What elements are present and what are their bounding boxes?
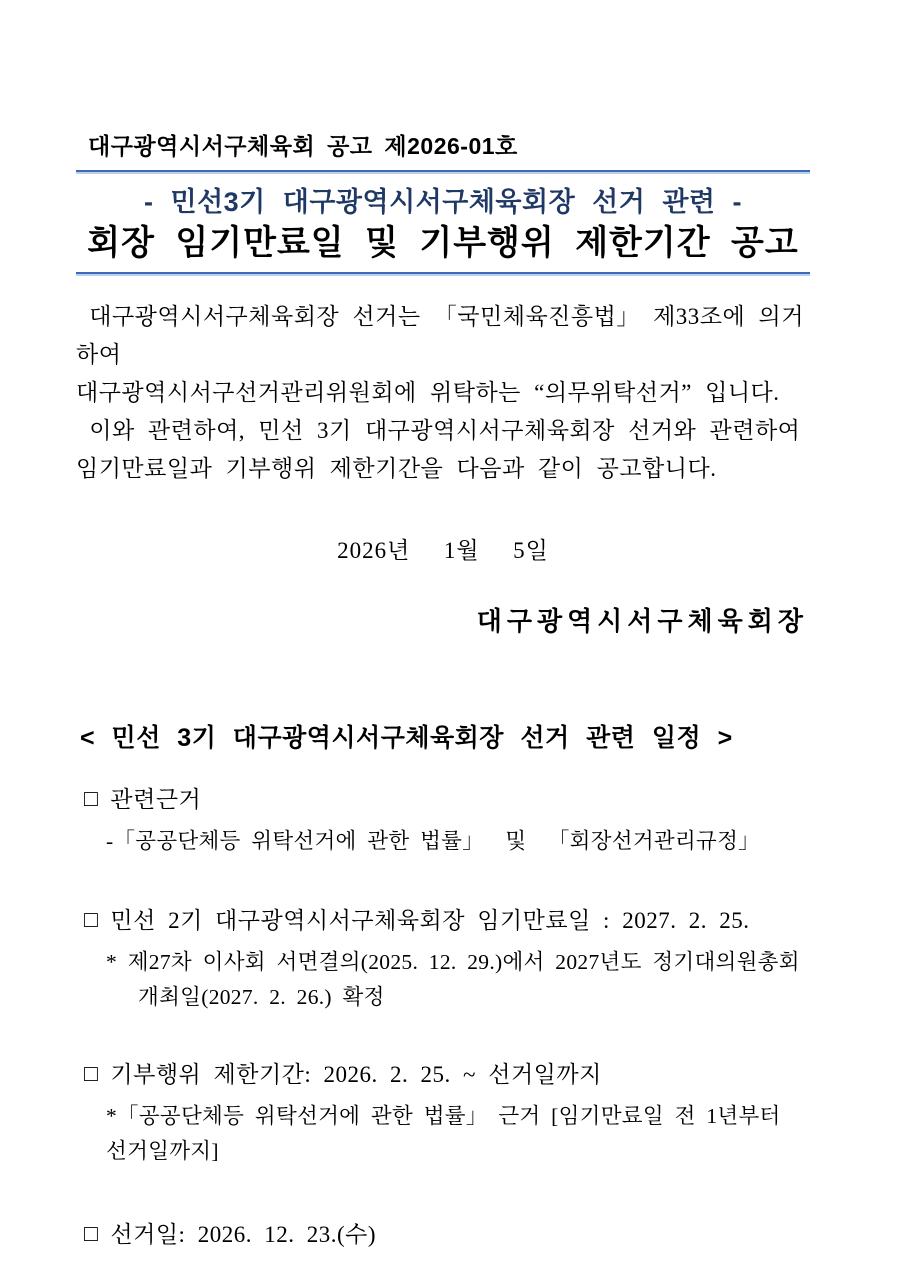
schedule-item bbox=[76, 1059, 810, 1169]
square-bullet-icon: □ bbox=[84, 786, 99, 811]
schedule-item bbox=[76, 1219, 810, 1251]
notice-number: 대구광역시서구체육회 공고 제2026-01호 bbox=[88, 133, 518, 159]
schedule-heading: < 민선 3기 대구광역시서구체육회장 선거 관련 일정 > bbox=[80, 724, 733, 752]
item-title-text: 기부행위 제한기간: 2026. 2. 25. ~ 선거일까지 bbox=[110, 1062, 602, 1087]
square-bullet-icon: □ bbox=[84, 907, 99, 932]
item-sub bbox=[76, 824, 810, 859]
item-sub bbox=[76, 1099, 810, 1169]
square-bullet-icon: □ bbox=[84, 1061, 99, 1086]
signature: 대구광역시서구체육회장 bbox=[476, 607, 808, 636]
item-title bbox=[76, 784, 810, 816]
body-paragraph-line: 임기만료일과 기부행위 제한기간을 다음과 같이 공고합니다. bbox=[76, 456, 717, 481]
item-title-text: 관련근거 bbox=[110, 787, 202, 812]
schedule-item bbox=[76, 905, 810, 1015]
body-paragraph bbox=[76, 298, 810, 488]
body-paragraph-line: 이와 관련하여, 민선 3기 대구광역시서구체육회장 선거와 관련하여 bbox=[76, 418, 801, 443]
title-divider-top bbox=[76, 170, 810, 174]
title-block bbox=[76, 184, 810, 264]
title-divider-bottom bbox=[76, 272, 810, 276]
body-paragraph-line: 대구광역시서구선거관리위원회에 위탁하는 “의무위탁선거” 입니다. bbox=[76, 380, 780, 405]
square-bullet-icon: □ bbox=[84, 1221, 99, 1246]
item-title bbox=[76, 905, 810, 937]
item-subline: * 제27차 이사회 서면결의(2025. 12. 29.)에서 2027년도 정기대의원총회 bbox=[106, 950, 800, 974]
item-title bbox=[76, 1059, 810, 1091]
item-title bbox=[76, 1219, 810, 1251]
item-subline: -「공공단체등 위탁선거에 관한 법률」 및 「회장선거관리규정」 bbox=[106, 829, 760, 853]
body-paragraph-line: 대구광역시서구체육회장 선거는 「국민체육진흥법」 제33조에 의거하여 bbox=[76, 304, 804, 367]
item-subline: 개최일(2027. 2. 26.) 확정 bbox=[106, 985, 385, 1009]
item-title-text: 선거일: 2026. 12. 23.(수) bbox=[110, 1222, 376, 1247]
announcement-date: 2026년 1월 5일 bbox=[337, 538, 549, 563]
item-subline: *「공공단체등 위탁선거에 관한 법률」 근거 [임기만료일 전 1년부터 선거일까지] bbox=[106, 1104, 792, 1163]
item-title-text: 민선 2기 대구광역시서구체육회장 임기만료일 : 2027. 2. 25. bbox=[110, 908, 750, 933]
title-main: 회장 임기만료일 및 기부행위 제한기간 공고 bbox=[87, 224, 799, 262]
item-sub bbox=[76, 945, 810, 1015]
title-subtitle: - 민선3기 대구광역시서구체육회장 선거 관련 - bbox=[144, 187, 742, 217]
schedule-item bbox=[76, 784, 810, 859]
